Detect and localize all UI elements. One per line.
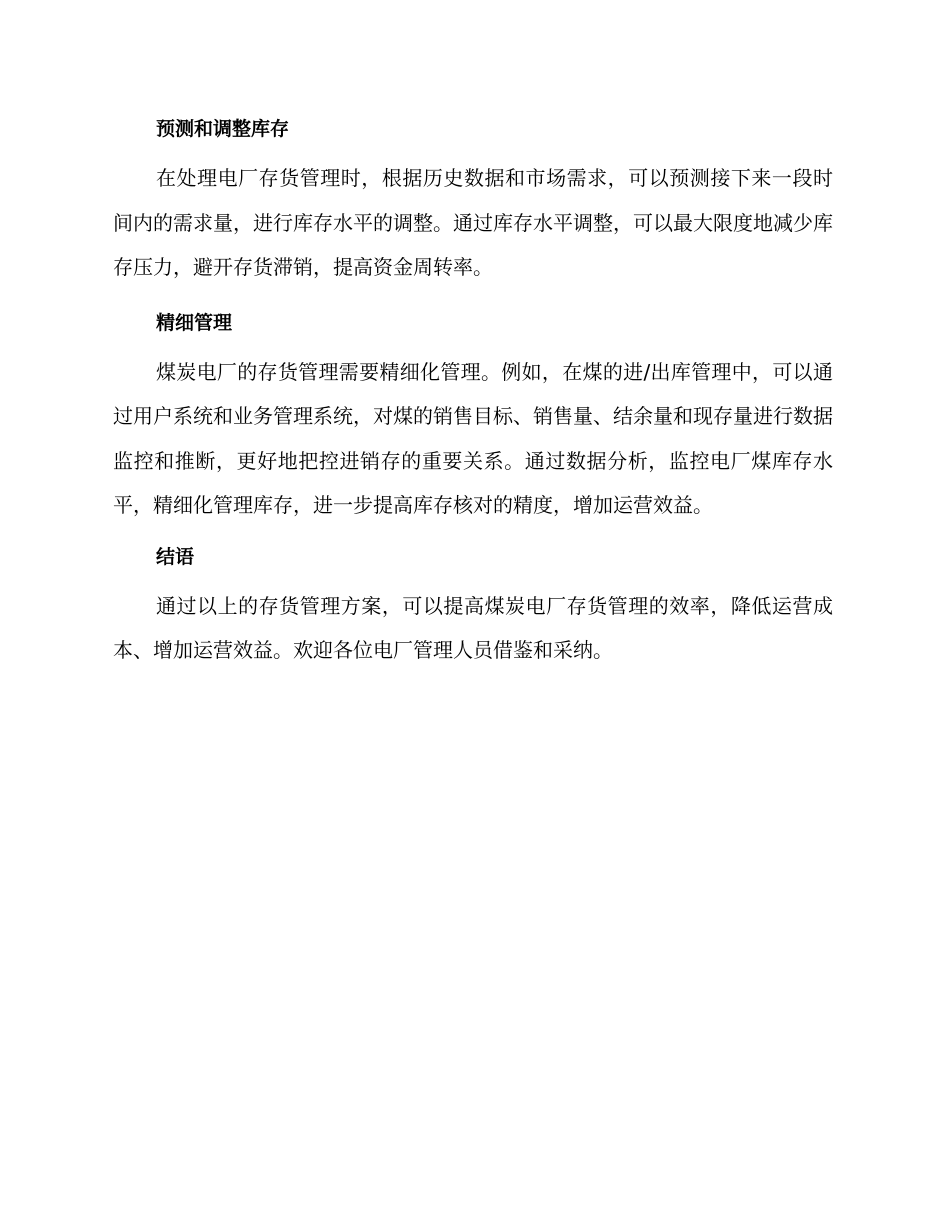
section-heading-conclusion: 结语 [156,545,195,568]
section-paragraph-forecast: 在处理电厂存货管理时，根据历史数据和市场需求，可以预测接下来一段时间内的需求量，进行库存水平的调整。通过库存水平调整，可以最大限度地减少库存压力，避开存货滞销，提高资金周转率。 [113,166,833,279]
section-heading-forecast: 预测和调整库存 [156,118,290,140]
section-paragraph-conclusion: 通过以上的存货管理方案，可以提高煤炭电厂存货管理的效率，降低运营成本、增加运营效益。欢迎各位电厂管理人员借鉴和采纳。 [113,593,833,662]
section-heading-fine-management: 精细管理 [156,311,233,334]
document-body [113,110,833,685]
section-paragraph-fine-management: 煤炭电厂的存货管理需要精细化管理。例如，在煤的进/出库管理中，可以通过用户系统和业务管理系统，对煤的销售目标、销售量、结余量和现存量进行数据监控和推断，更好地把控进销存的重要关系。通过数据分析，监控电厂煤库存水平，精细化管理库存，进一步提高库存核对的精度，增加运营效益。 [113,359,833,517]
